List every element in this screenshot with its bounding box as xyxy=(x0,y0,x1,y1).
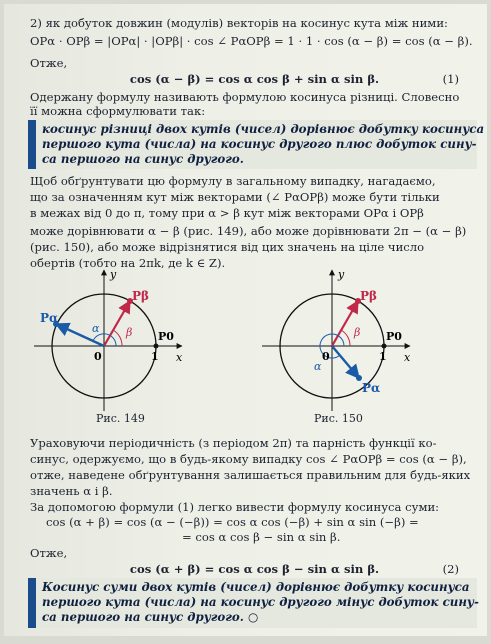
vector-op-alpha xyxy=(332,346,359,378)
rule-line: са першого на синус другого. ○ xyxy=(42,610,259,624)
beta-label: β xyxy=(354,326,361,339)
point-p0 xyxy=(154,344,159,349)
p0-label: P0 xyxy=(158,330,174,343)
text-line: може дорівнювати α − β (рис. 149), або може дорівнювати 2π − (α − β) xyxy=(30,224,467,238)
y-label: y xyxy=(338,268,345,281)
p-alpha-label: Pα xyxy=(362,381,381,395)
text-line: (рис. 150), або може відрізнятися від цих значень на ціле число xyxy=(30,240,425,254)
p-alpha-label: Pα xyxy=(40,311,59,325)
rule-line: першого кута (числа) на косинус другого мінус добуток сину- xyxy=(42,595,479,609)
point-p0 xyxy=(382,344,387,349)
text-line: що за означенням кут між векторами (∠ PαOPβ) може бути тільки xyxy=(30,190,440,204)
accent-bar xyxy=(28,578,36,628)
text-otzhe: Отже, xyxy=(30,56,68,70)
text-line: синус, одержуємо, що в будь-якому випадку cos ∠ PαOPβ = cos (α − β), xyxy=(30,452,467,466)
textbook-page xyxy=(4,4,487,636)
equation-number: (2) xyxy=(442,562,459,576)
x-label: x xyxy=(176,351,183,364)
text-otzhe: Отже, xyxy=(30,546,68,560)
accent-bar xyxy=(28,120,36,169)
beta-label: β xyxy=(126,326,133,339)
text-line: її можна сформулювати так: xyxy=(30,104,206,118)
text-line: Щоб обґрунтувати цю формулу в загальному випадку, нагадаємо, xyxy=(30,174,436,188)
rule-text xyxy=(42,580,479,625)
figure-150 xyxy=(262,266,442,416)
origin-label: 0 xyxy=(94,350,102,363)
vector-op-beta xyxy=(104,301,133,346)
text-line: в межах від 0 до π, тому при α > β кут між векторами OPα і OPβ xyxy=(30,206,424,220)
rule-box-sum xyxy=(28,578,477,628)
rule-box-difference xyxy=(28,120,485,169)
p-beta-label: Pβ xyxy=(132,289,149,303)
alpha-label: α xyxy=(314,360,322,373)
beta-arc xyxy=(341,330,350,346)
rule-line: Косинус суми двох кутів (чисел) дорівнює добутку косинуса xyxy=(42,580,470,594)
one-label: 1 xyxy=(379,350,387,363)
derivation-line: = cos α cos β − sin α sin β. xyxy=(182,530,341,544)
text-line: Одержану формулу називають формулою косинуса різниці. Словесно xyxy=(30,90,460,104)
figure-149 xyxy=(34,266,214,416)
alpha-label: α xyxy=(92,322,100,335)
figure-caption-150: Рис. 150 xyxy=(314,412,363,425)
rule-line: першого кута (числа) на косинус другого плюс добуток сину- xyxy=(42,137,477,151)
y-label: y xyxy=(110,268,117,281)
p-beta-label: Pβ xyxy=(360,289,377,303)
text-line: За допомогою формули (1) легко вивести формулу косинуса суми: xyxy=(30,500,440,514)
figure-caption-149: Рис. 149 xyxy=(96,412,145,425)
formula-cos-sum: cos (α + β) = cos α cos β − sin α sin β. xyxy=(129,562,380,576)
text-line: 2) як добуток довжин (модулів) векторів на косинус кута між ними: xyxy=(30,16,448,30)
text-line: обертів (тобто на 2πk, де k ∈ Z). xyxy=(30,256,226,270)
equation-number: (1) xyxy=(442,72,459,86)
rule-line: са першого на синус другого. xyxy=(42,152,244,166)
beta-arc xyxy=(113,330,122,346)
one-label: 1 xyxy=(151,350,159,363)
rule-line: косинус різниці двох кутів (чисел) дорівнює добутку косинуса xyxy=(42,122,485,136)
p0-label: P0 xyxy=(386,330,402,343)
origin-label: 0 xyxy=(322,350,330,363)
vector-op-beta xyxy=(332,301,361,346)
rule-text xyxy=(42,122,485,167)
text-line: отже, наведене обґрунтування залишається правильним для будь-яких xyxy=(30,468,471,482)
formula-dot-product: OPα · OPβ = |OPα| · |OPβ| · cos ∠ PαOPβ = 1 · 1 · cos (α − β) = cos (α − β). xyxy=(30,34,473,48)
formula-cos-difference: cos (α − β) = cos α cos β + sin α sin β. xyxy=(129,72,380,86)
x-label: x xyxy=(404,351,411,364)
derivation-line: cos (α + β) = cos (α − (−β)) = cos α cos (−β) + sin α sin (−β) = xyxy=(46,515,419,529)
text-line: значень α і β. xyxy=(30,484,113,498)
text-line: Ураховуючи періодичність (з періодом 2π) та парність функції ко- xyxy=(30,436,437,450)
